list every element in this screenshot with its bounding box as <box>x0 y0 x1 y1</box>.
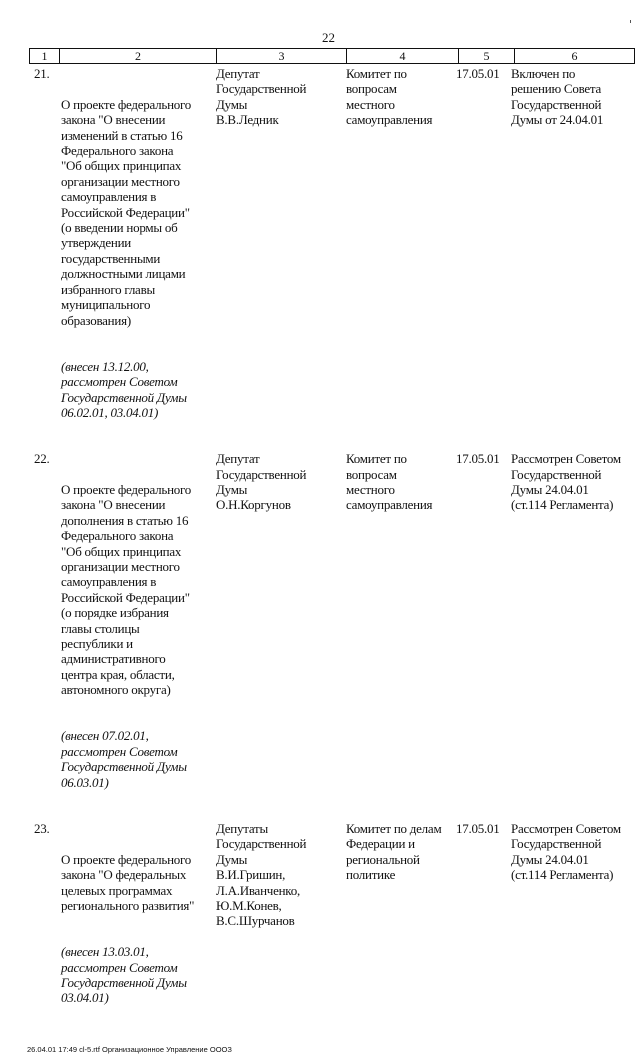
table-row <box>0 451 640 821</box>
date: 17.05.01 <box>456 451 500 467</box>
table-row <box>0 66 640 451</box>
bill-column <box>61 821 216 1037</box>
bill-note: (внесен 07.02.01, рассмотрен Советом Государственной Думы 06.03.01) <box>61 728 187 790</box>
bill-title: О проекте федерального закона "О федеральных целевых программах регионального развития" <box>61 851 195 913</box>
bill-title: О проекте федерального закона "О внесении изменений в статью 16 Федерального закона "Об общих принципах организации местного самоуправления в Российской Федерации" (о введении нормы об утверждении государственными должностными лицами избранного главы муниципального образования) <box>61 96 192 328</box>
header-col-5: 5 <box>459 49 515 63</box>
author: Депутаты Государственной Думы В.И.Гришин, Л.А.Иванченко, Ю.М.Конев, В.С.Шурчанов <box>216 820 307 929</box>
status: Включен по решению Совета Государственной Думы от 24.04.01 <box>511 66 604 128</box>
committee: Комитет по вопросам местного самоуправления <box>346 451 433 513</box>
table-row <box>0 821 640 1037</box>
header-col-2: 2 <box>60 49 217 63</box>
date: 17.05.01 <box>456 66 500 81</box>
bill-column <box>61 451 216 821</box>
bill-note: (внесен 13.03.01, рассмотрен Советом Государственной Думы 03.04.01) <box>61 944 187 1006</box>
scan-mark <box>630 20 631 23</box>
footer: 26.04.01 17:49 cl-5.rtf Организационное Управление ОООЗ <box>27 1045 232 1054</box>
status: Рассмотрен Советом Государственной Думы 24.04.01 (ст.114 Регламента) <box>511 451 621 513</box>
author: Депутат Государственной Думы В.В.Ледник <box>216 66 307 128</box>
table-body <box>0 66 640 1037</box>
committee: Комитет по делам Федерации и региональной политике <box>346 820 442 883</box>
page-number: 22 <box>322 30 335 45</box>
row-number: 23. <box>34 820 50 836</box>
header-col-4: 4 <box>347 49 459 63</box>
row-number: 22. <box>34 451 50 467</box>
bill-column <box>61 66 216 451</box>
author: Депутат Государственной Думы О.Н.Коргунов <box>216 451 307 513</box>
table-header <box>29 48 635 64</box>
header-col-1: 1 <box>30 49 60 63</box>
header-col-6: 6 <box>571 49 578 63</box>
bill-title: О проекте федерального закона "О внесении дополнения в статью 16 Федерального закона "Об общих принципах организации местного самоуправления в Российской Федерации" (о порядке избрания главы столицы республики и административного центра края, области, автономного округа) <box>61 481 192 698</box>
header-col-3: 3 <box>217 49 347 63</box>
bill-note: (внесен 13.12.00, рассмотрен Советом Государственной Думы 06.02.01, 03.04.01) <box>61 358 187 420</box>
status: Рассмотрен Советом Государственной Думы 24.04.01 (ст.114 Регламента) <box>511 820 621 883</box>
row-number: 21. <box>34 66 50 81</box>
date: 17.05.01 <box>456 820 500 836</box>
committee: Комитет по вопросам местного самоуправления <box>346 66 433 128</box>
